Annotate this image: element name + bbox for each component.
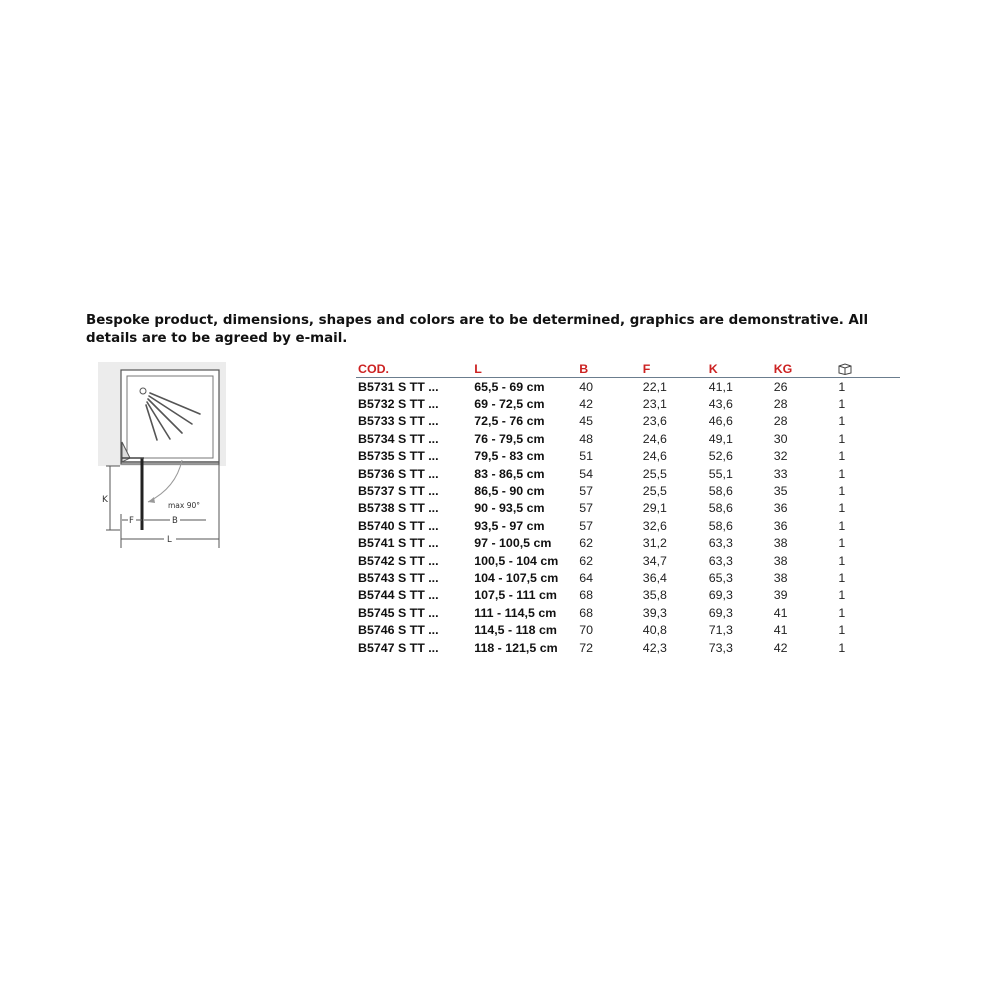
cell-l: 65,5 - 69 cm — [474, 379, 545, 394]
cell-l: 100,5 - 104 cm — [474, 553, 559, 568]
table-row — [356, 465, 900, 482]
header-f: F — [641, 360, 707, 378]
cell-code: B5733 S TT ... — [358, 414, 439, 429]
cell-qty: 1 — [838, 536, 846, 551]
table-row — [356, 378, 900, 396]
cell-code: B5731 S TT ... — [358, 379, 439, 394]
cell-kg: 38 — [773, 570, 788, 585]
swing-arc — [148, 460, 182, 502]
cell-f: 25,5 — [642, 484, 667, 499]
cell-k: 69,3 — [708, 605, 733, 620]
cell-kg: 39 — [773, 588, 788, 603]
cell-code: B5740 S TT ... — [358, 518, 439, 533]
cell-f: 40,8 — [642, 623, 667, 638]
table-row — [356, 639, 900, 656]
cell-code: B5747 S TT ... — [358, 640, 439, 655]
package-box-icon — [838, 363, 852, 375]
cell-f: 29,1 — [642, 501, 667, 516]
cell-l: 93,5 - 97 cm — [474, 518, 545, 533]
table-row — [356, 621, 900, 638]
cell-b: 48 — [579, 431, 594, 446]
cell-qty: 1 — [838, 431, 846, 446]
table-header-row — [356, 360, 900, 378]
cell-kg: 35 — [773, 484, 788, 499]
cell-qty: 1 — [838, 553, 846, 568]
cell-qty: 1 — [838, 449, 846, 464]
table-row — [356, 587, 900, 604]
cell-l: 86,5 - 90 cm — [474, 484, 545, 499]
cell-b: 45 — [579, 414, 594, 429]
cell-kg: 28 — [773, 397, 788, 412]
cell-b: 57 — [579, 501, 594, 516]
cell-qty: 1 — [838, 414, 846, 429]
cell-kg: 41 — [773, 605, 788, 620]
cell-k: 41,1 — [708, 379, 733, 394]
cell-b: 40 — [579, 379, 594, 394]
cell-b: 64 — [579, 570, 594, 585]
header-b: B — [577, 360, 641, 378]
cell-b: 62 — [579, 553, 594, 568]
cell-b: 68 — [579, 605, 594, 620]
shower-tray-outer — [121, 370, 219, 464]
cell-b: 51 — [579, 449, 594, 464]
cell-code: B5743 S TT ... — [358, 570, 439, 585]
cell-k: 69,3 — [708, 588, 733, 603]
cell-f: 23,6 — [642, 414, 667, 429]
dimension-l-label: L — [167, 535, 172, 545]
cell-f: 35,8 — [642, 588, 667, 603]
cell-qty: 1 — [838, 623, 846, 638]
table-row — [356, 448, 900, 465]
cell-code: B5744 S TT ... — [358, 588, 439, 603]
cell-l: 90 - 93,5 cm — [474, 501, 545, 516]
table-body — [356, 378, 900, 657]
cell-code: B5734 S TT ... — [358, 431, 439, 446]
cell-kg: 36 — [773, 501, 788, 516]
cell-f: 42,3 — [642, 640, 667, 655]
cell-kg: 38 — [773, 536, 788, 551]
cell-kg: 32 — [773, 449, 788, 464]
cell-qty: 1 — [838, 397, 846, 412]
disclaimer-notice: Bespoke product, dimensions, shapes and colors are to be determined, graphics are demonstrative. All details are to be agreed by e-mail. — [86, 313, 869, 346]
cell-l: 111 - 114,5 cm — [474, 605, 557, 620]
angle-label: max 90° — [168, 501, 201, 510]
cell-l: 114,5 - 118 cm — [474, 623, 557, 638]
cell-kg: 33 — [773, 466, 788, 481]
cell-l: 104 - 107,5 cm — [474, 570, 559, 585]
dimension-k-label: K — [102, 495, 108, 505]
cell-kg: 38 — [773, 553, 788, 568]
cell-f: 34,7 — [642, 553, 667, 568]
table-row — [356, 395, 900, 412]
cell-k: 46,6 — [708, 414, 733, 429]
table-row — [356, 535, 900, 552]
cell-code: B5737 S TT ... — [358, 484, 439, 499]
cell-b: 62 — [579, 536, 594, 551]
table-row — [356, 569, 900, 586]
cell-k: 63,3 — [708, 536, 733, 551]
cell-code: B5742 S TT ... — [358, 553, 439, 568]
cell-l: 83 - 86,5 cm — [474, 466, 545, 481]
table-row — [356, 430, 900, 447]
cell-kg: 30 — [773, 431, 788, 446]
cell-code: B5738 S TT ... — [358, 501, 439, 516]
cell-k: 43,6 — [708, 397, 733, 412]
cell-qty: 1 — [838, 518, 846, 533]
cell-k: 55,1 — [708, 466, 733, 481]
cell-code: B5735 S TT ... — [358, 449, 439, 464]
cell-f: 25,5 — [642, 466, 667, 481]
cell-b: 42 — [579, 397, 594, 412]
cell-kg: 41 — [773, 623, 788, 638]
cell-f: 23,1 — [642, 397, 667, 412]
cell-f: 39,3 — [642, 605, 667, 620]
cell-code: B5732 S TT ... — [358, 397, 439, 412]
header-kg: KG — [772, 360, 837, 378]
cell-l: 76 - 79,5 cm — [474, 431, 545, 446]
cell-qty: 1 — [838, 379, 846, 394]
header-k: K — [707, 360, 772, 378]
cell-b: 57 — [579, 518, 594, 533]
header-l: L — [472, 360, 577, 378]
table-row — [356, 604, 900, 621]
cell-qty: 1 — [838, 484, 846, 499]
dimension-b-label: B — [172, 516, 178, 526]
cell-f: 24,6 — [642, 449, 667, 464]
cell-k: 71,3 — [708, 623, 733, 638]
cell-qty: 1 — [838, 570, 846, 585]
table-row — [356, 482, 900, 499]
cell-k: 52,6 — [708, 449, 733, 464]
cell-l: 107,5 - 111 cm — [474, 588, 557, 603]
cell-qty: 1 — [838, 588, 846, 603]
table-row — [356, 413, 900, 430]
cell-code: B5736 S TT ... — [358, 466, 439, 481]
cell-f: 32,6 — [642, 518, 667, 533]
cell-qty: 1 — [838, 640, 846, 655]
cell-b: 72 — [579, 640, 594, 655]
cell-kg: 42 — [773, 640, 788, 655]
cell-b: 68 — [579, 588, 594, 603]
cell-b: 57 — [579, 484, 594, 499]
cell-l: 72,5 - 76 cm — [474, 414, 545, 429]
cell-kg: 36 — [773, 518, 788, 533]
dimension-f-label: F — [129, 516, 134, 526]
cell-k: 73,3 — [708, 640, 733, 655]
cell-f: 24,6 — [642, 431, 667, 446]
cell-qty: 1 — [838, 605, 846, 620]
cell-l: 79,5 - 83 cm — [474, 449, 545, 464]
cell-code: B5745 S TT ... — [358, 605, 439, 620]
cell-l: 69 - 72,5 cm — [474, 397, 545, 412]
cell-k: 58,6 — [708, 501, 733, 516]
cell-code: B5746 S TT ... — [358, 623, 439, 638]
table-row — [356, 517, 900, 534]
cell-kg: 26 — [773, 379, 788, 394]
shower-door-diagram — [98, 362, 226, 548]
cell-b: 70 — [579, 623, 594, 638]
cell-code: B5741 S TT ... — [358, 536, 439, 551]
header-code: COD. — [356, 360, 472, 378]
cell-f: 31,2 — [642, 536, 667, 551]
cell-f: 22,1 — [642, 379, 667, 394]
cell-qty: 1 — [838, 466, 846, 481]
cell-f: 36,4 — [642, 570, 667, 585]
table-row — [356, 500, 900, 517]
cell-k: 65,3 — [708, 570, 733, 585]
product-spec-table — [356, 360, 900, 656]
cell-l: 118 - 121,5 cm — [474, 640, 558, 655]
cell-b: 54 — [579, 466, 594, 481]
cell-k: 63,3 — [708, 553, 733, 568]
cell-l: 97 - 100,5 cm — [474, 536, 552, 551]
header-package — [836, 360, 900, 378]
cell-k: 58,6 — [708, 484, 733, 499]
table-row — [356, 552, 900, 569]
cell-kg: 28 — [773, 414, 788, 429]
cell-qty: 1 — [838, 501, 846, 516]
cell-k: 58,6 — [708, 518, 733, 533]
cell-k: 49,1 — [708, 431, 733, 446]
